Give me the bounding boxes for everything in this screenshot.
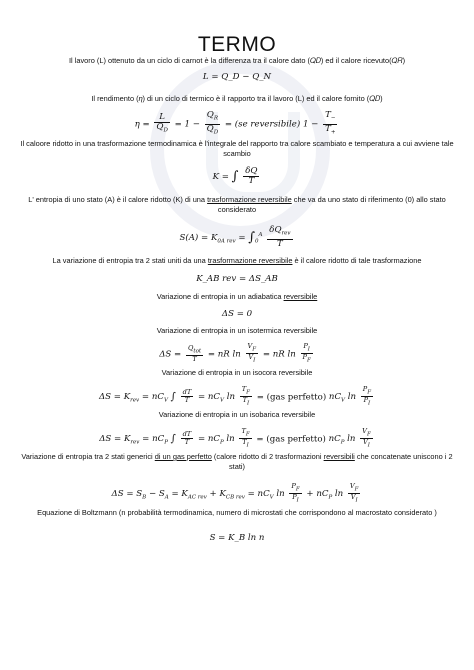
text-calore-ridotto: Il caloore ridotto in una trasformazione termodinamica è l'integrale del rapporto tra calore scambiato e temperatura a cui avviene tale scambio: [20, 139, 454, 158]
page-title: TERMO: [197, 33, 277, 56]
formula-calore-ridotto: K = ∫ $\frac{\delta Q}{T}$: [212, 166, 258, 186]
text-rendimento: Il rendimento (𝜂) di un ciclo di termico è il rapporto tra il lavoro (L) ed il calore fornito (𝑄𝐷): [91, 94, 383, 103]
formula-boltzmann: S = K_B ln n: [209, 533, 265, 543]
formula-isotermica: ΔS = $\frac{Q_{tot}}{T}$ = nR ln $\frac{V_F}{V_I}$ = nR ln $\frac{P_I}{P_F}$: [159, 342, 311, 364]
formula-isocora: $\Delta S = K_{rev} = nC_V$ ∫ $\frac{dT}{T}$ = $nC_V$ ln $\frac{T_F}{T_I}$ = (gas perfetto) $nC_V$ ln $\frac{P_F}{P_I}$: [98, 385, 372, 407]
text-generica: Variazione di entropia tra 2 stati generici di un gas perfetto (calore ridotto di 2 trasformazioni reversibili che concatenate uniscono i 2 stati): [21, 452, 453, 471]
text-adiabatica: Variazione di entropia in un adiabatica reversibile: [156, 292, 318, 301]
text-isocora: Variazione di entropia in un isocora reversibile: [161, 368, 313, 377]
text-boltzmann: Equazione di Boltzmann (n probabilità termodinamica, numero di microstati che corrispondono al macrostato considerato ): [37, 508, 437, 517]
formula-lavoro: L = Q_D − Q_N: [202, 72, 272, 82]
text-lavoro: Il lavoro (L) ottenuto da un ciclo di carnot è la differenza tra il calore dato (𝑄𝐷) ed il calore ricevuto(𝑄𝑅): [68, 56, 406, 65]
formula-rendimento: η = $\frac{L}{Q_D}$ = 1 − $\frac{Q_R}{Q_D}$ = (se reversibile) 1 − $\frac{T_-}{T_+}$: [134, 110, 336, 136]
formula-variazione: K_AB rev = ΔS_AB: [196, 274, 278, 284]
text-isobarica: Variazione di entropia in un isobarica reversibile: [158, 410, 316, 419]
text-isotermica: Variazione di entropia in un isotermica reversibile: [156, 326, 318, 335]
text-variazione-entropia: La variazione di entropia tra 2 stati uniti da una trasformazione reversibile è il calore ridotto di tale trasformazione: [52, 256, 422, 265]
formula-adiabatica: ΔS = 0: [221, 309, 253, 319]
formula-entropia-stato: $S(A) = K_{0A rev} = \int_0^A$ $\frac{\delta Q_{rev}}{T}$: [179, 225, 291, 249]
formula-generica: $\Delta S = S_B - S_A = K_{AC rev} + K_{CB rev} = nC_V$ ln $\frac{P_F}{P_I}$ + $nC_P$ ln $\frac{V_F}{V_I}$: [111, 482, 359, 504]
formula-isobarica: $\Delta S = K_{rev} = nC_P$ ∫ $\frac{dT}{T}$ = $nC_P$ ln $\frac{T_F}{T_I}$ = (gas perfetto) $nC_P$ ln $\frac{V_F}{V_I}$: [99, 427, 371, 449]
text-entropia-stato: L' entropia di uno stato (A) è il calore ridotto (K) di una trasformazione reversibile che va da uno stato di riferimento (0) allo stato considerato: [28, 195, 446, 214]
